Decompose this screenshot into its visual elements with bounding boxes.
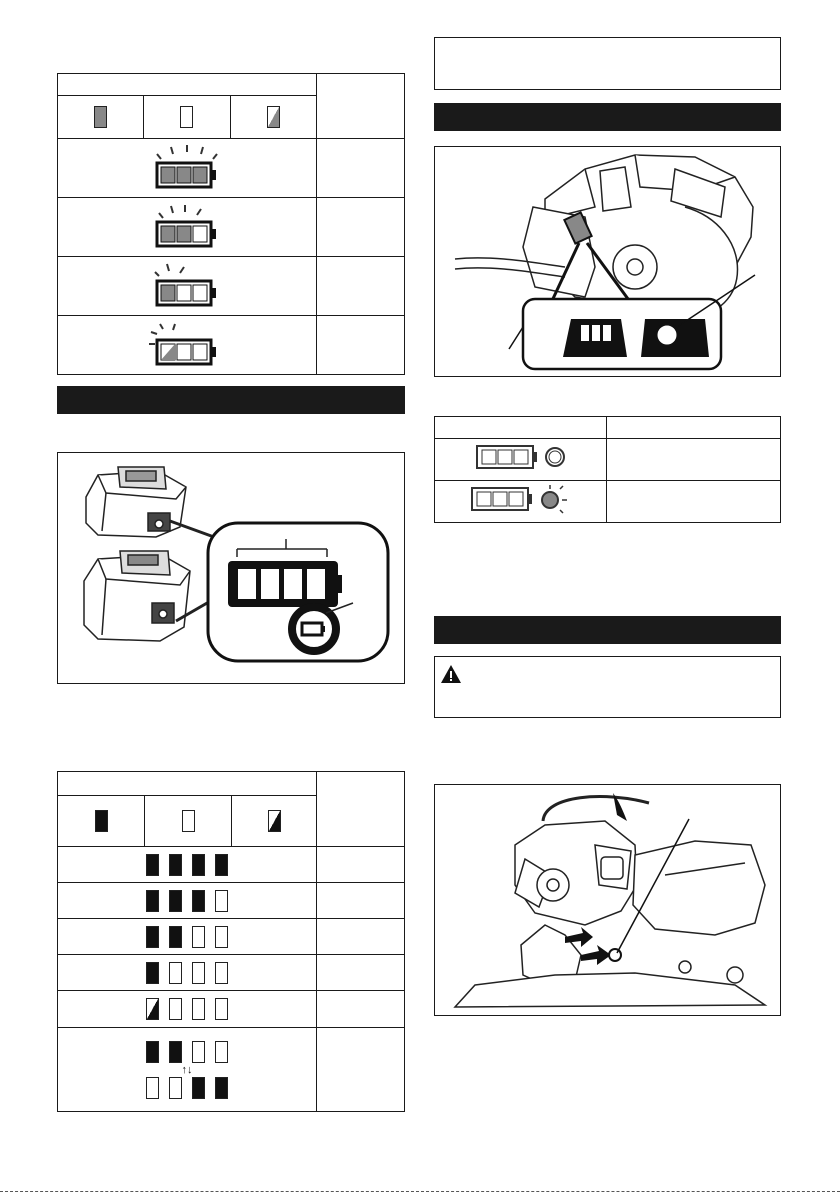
- remaining-capacity-header: [317, 74, 405, 139]
- pattern-row-4: [58, 955, 317, 991]
- indicator-row-3-label: [317, 257, 405, 316]
- indicator-row-4-label: [317, 316, 405, 375]
- battery-cartridge-figure: [57, 452, 405, 684]
- indicator-row-2: [58, 198, 317, 257]
- status-header: [607, 417, 781, 439]
- warning-box: [434, 656, 781, 718]
- lamp-row-1-label: [607, 439, 781, 481]
- indicator-table-1: [57, 73, 405, 375]
- miter-saw-illustration: [435, 147, 779, 375]
- alternate-arrows: ↑↓: [181, 1063, 193, 1076]
- lamp-row-1: [435, 439, 607, 481]
- battery-indicator-icon: [147, 259, 227, 309]
- legend-blinking: [230, 96, 316, 139]
- indicator-header: [58, 74, 317, 96]
- tool-indicator-figure: [434, 146, 781, 377]
- indicator-row-2-label: [317, 198, 405, 257]
- pattern-row-5-label: [317, 991, 405, 1028]
- saw-head-illustration: [435, 785, 779, 1014]
- pattern-row-6-label: [317, 1028, 405, 1112]
- legend-off: [144, 96, 230, 139]
- section-heading-bar: [434, 103, 781, 131]
- battery-cartridge-illustration: [58, 453, 403, 682]
- section-heading-bar: [434, 616, 781, 644]
- saw-head-figure: [434, 784, 781, 1016]
- pattern-row-6: [58, 1028, 317, 1112]
- pattern-row-3: [58, 919, 317, 955]
- lamp-header: [435, 417, 607, 439]
- legend-lighted: [58, 96, 144, 139]
- pattern-row-4-label: [317, 955, 405, 991]
- pattern-row-1: [58, 847, 317, 883]
- lamp-row-2: [435, 481, 607, 523]
- pattern-row-3-label: [317, 919, 405, 955]
- indicator-row-3: [58, 257, 317, 316]
- indicator-row-1: [58, 139, 317, 198]
- pattern-row-5: [58, 991, 317, 1028]
- battery-check-icon: [471, 442, 571, 472]
- indicator-row-4: [58, 316, 317, 375]
- battery-indicator-icon: [147, 141, 227, 191]
- battery-check-blink-icon: [466, 482, 576, 516]
- remaining-capacity-header: [317, 772, 405, 847]
- pattern-row-1-label: [317, 847, 405, 883]
- warning-triangle-icon: [440, 664, 462, 684]
- battery-indicator-icon: [147, 200, 227, 250]
- pattern-row-2: [58, 883, 317, 919]
- indicator-row-1-label: [317, 139, 405, 198]
- legend-blinking: [232, 796, 317, 847]
- legend-off: [145, 796, 232, 847]
- section-heading-bar: [57, 386, 405, 414]
- battery-indicator-icon: [147, 318, 227, 368]
- legend-lighted: [58, 796, 145, 847]
- lamp-status-table: [434, 416, 781, 523]
- pattern-row-2-label: [317, 883, 405, 919]
- lamp-row-2-label: [607, 481, 781, 523]
- note-box: [434, 37, 781, 90]
- indicator-header: [58, 772, 317, 796]
- indicator-table-2: [57, 771, 405, 1112]
